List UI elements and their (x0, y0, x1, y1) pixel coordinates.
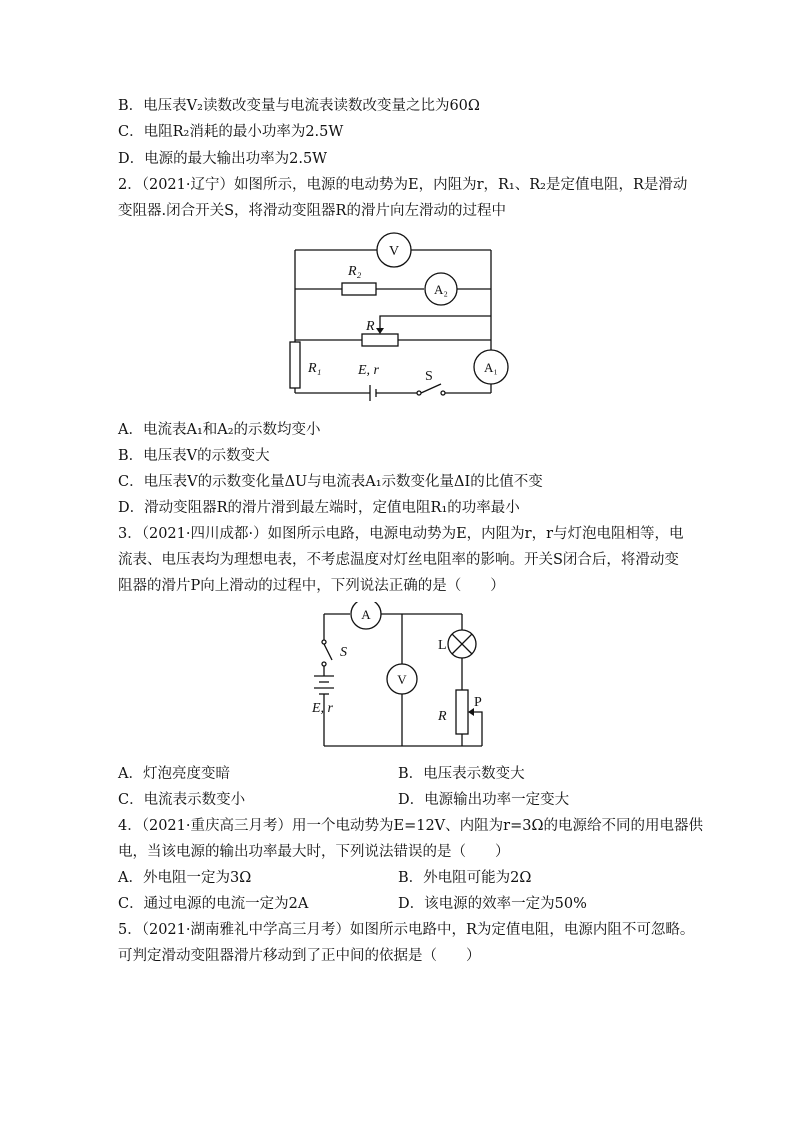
q2-label-a1: A₁ (484, 360, 498, 375)
q2-stem-line1: 2．（2021·辽宁）如图所示，电源的电动势为E，内阻为r，R₁、R₂是定值电阻，R是滑动 (118, 177, 688, 193)
q3-circuit-diagram (310, 602, 500, 754)
q2-label-r: R (366, 319, 375, 334)
q3-rheostat-icon (456, 690, 468, 734)
q3-label-er: E, r (312, 701, 333, 716)
q3-stem-line1: 3．（2021·四川成都·）如图所示电路，电源电动势为E，内阻为r，r与灯泡电阻相等，电 (118, 526, 684, 542)
q3-label-r: R (438, 709, 447, 724)
q2-stem-line2: 变阻器.闭合开关S，将滑动变阻器R的滑片向左滑动的过程中 (118, 203, 506, 219)
q2-circuit-diagram (280, 232, 520, 402)
q4-stem-line2: 电，当该电源的输出功率最大时，下列说法错误的是（ ） (118, 844, 510, 860)
q4-option-a: A．外电阻一定为3Ω (118, 870, 252, 886)
q3-option-d: D．电源输出功率一定变大 (398, 792, 570, 808)
q3-label-a: A (361, 607, 371, 622)
q2-label-v: V (388, 244, 400, 259)
q3-switch-icon (324, 644, 332, 660)
q2-r1-resistor-icon (290, 342, 300, 388)
q1-option-c: C．电阻R₂消耗的最小功率为2.5W (118, 124, 344, 140)
q2-option-c: C．电压表V的示数变化量ΔU与电流表A₁示数变化量ΔI的比值不变 (118, 474, 543, 490)
q3-label-s: S (340, 645, 347, 660)
q2-label-er: E, r (358, 363, 379, 378)
q2-r2-resistor-icon (342, 283, 376, 295)
q1-option-d: D．电源的最大输出功率为2.5W (118, 151, 328, 167)
q2-label-r2: R₂ (348, 264, 362, 279)
q3-label-p: P (474, 695, 482, 710)
q3-option-c: C．电流表示数变小 (118, 792, 246, 808)
q1-option-b: B．电压表V₂读数改变量与电流表读数改变量之比为60Ω (118, 98, 480, 114)
q2-rheostat-icon (362, 334, 398, 346)
q4-stem-line1: 4．（2021·重庆高三月考）用一个电动势为E=12V、内阻为r=3Ω的电源给不同的用电器供 (118, 818, 703, 834)
q4-option-b: B．外电阻可能为2Ω (398, 870, 532, 886)
q2-option-a: A．电流表A₁和A₂的示数均变小 (118, 422, 321, 438)
q3-stem-line2: 流表、电压表均为理想电表，不考虑温度对灯丝电阻率的影响。开关S闭合后，将滑动变 (118, 552, 679, 568)
q5-stem-line1: 5．（2021·湖南雅礼中学高三月考）如图所示电路中，R为定值电阻，电源内阻不可忽略。 (118, 922, 695, 938)
q5-stem-line2: 可判定滑动变阻器滑片移动到了正中间的依据是（ ） (118, 948, 481, 964)
q3-option-b: B．电压表示数变大 (398, 766, 525, 782)
q4-option-d: D．该电源的效率一定为50% (398, 896, 587, 912)
q3-label-l: L (438, 638, 447, 653)
q2-label-a2: A₂ (434, 282, 448, 297)
q4-option-c: C．通过电源的电流一定为2A (118, 896, 309, 912)
q2-option-d: D．滑动变阻器R的滑片滑到最左端时，定值电阻R₁的功率最小 (118, 500, 520, 516)
q3-option-a: A．灯泡亮度变暗 (118, 766, 230, 782)
q2-option-b: B．电压表V的示数变大 (118, 448, 270, 464)
q3-label-v: V (397, 672, 407, 687)
q2-label-s: S (425, 369, 433, 384)
q2-label-r1: R₁ (308, 361, 322, 376)
q2-switch-icon (421, 384, 441, 393)
q3-stem-line3: 阻器的滑片P向上滑动的过程中，下列说法正确的是（ ） (118, 578, 505, 594)
